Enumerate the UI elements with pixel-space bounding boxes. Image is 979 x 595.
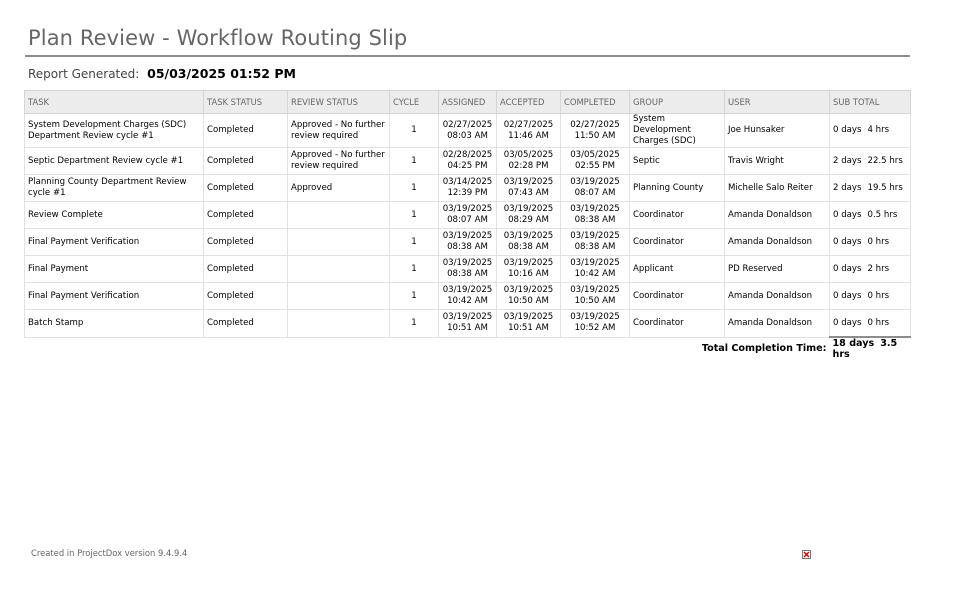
review-status-review-status: Approved - No further review required — [291, 150, 385, 171]
cycle-cell — [390, 283, 439, 310]
subtotal-sub-days: 0 days — [833, 317, 862, 328]
accepted-accepted-time: 10:16 AM — [508, 269, 549, 279]
accepted-accepted-time: 02:28 PM — [508, 161, 549, 171]
completed-cell — [561, 148, 630, 175]
cycle-cycle: 1 — [411, 155, 417, 166]
subtotal-sub-days: 2 days — [833, 182, 862, 193]
assigned-cell — [439, 283, 497, 310]
column-header: COMPLETED — [561, 91, 630, 114]
column-header: GROUP — [630, 91, 725, 114]
group-group: Applicant — [633, 263, 674, 274]
review-status-cell — [288, 310, 390, 338]
completed-completed-time: 11:50 AM — [574, 130, 616, 141]
task-status-task-status: Completed — [207, 290, 254, 301]
task-task: Planning County Department Review cycle #1 — [28, 177, 187, 198]
accepted-accepted-date: 03/19/2025 — [503, 312, 554, 323]
user-cell — [725, 229, 830, 256]
column-header: REVIEW STATUS — [288, 91, 390, 114]
accepted-accepted-time: 10:50 AM — [508, 296, 549, 306]
subtotal-cell — [830, 175, 911, 202]
group-group: Coordinator — [633, 236, 684, 247]
completed-cell — [561, 283, 630, 310]
broken-image-icon — [802, 550, 811, 559]
user-user: Amanda Donaldson — [728, 236, 813, 247]
subtotal-sub-hrs: 0 hrs — [867, 236, 890, 247]
completed-completed-date: 02/27/2025 — [570, 119, 620, 130]
accepted-cell — [497, 202, 561, 229]
column-header: USER — [725, 91, 830, 114]
subtotal-sub-hrs: 0.5 hrs — [867, 209, 898, 220]
accepted-cell — [497, 114, 561, 148]
total-row — [25, 337, 911, 360]
assigned-assigned-time: 10:51 AM — [447, 323, 488, 334]
review-status-cell — [288, 202, 390, 229]
completed-completed-time: 10:42 AM — [574, 269, 616, 279]
page-title: Plan Review - Workflow Routing Slip — [28, 26, 408, 50]
user-user: Michelle Salo Reiter — [728, 182, 813, 193]
task-cell — [25, 202, 204, 229]
footer-version: Created in ProjectDox version 9.4.9.4 — [31, 548, 188, 558]
cycle-cycle: 1 — [411, 209, 417, 220]
assigned-assigned-time: 08:38 AM — [447, 269, 488, 279]
completed-cell — [561, 229, 630, 256]
cycle-cell — [390, 175, 439, 202]
table-row — [25, 310, 911, 338]
assigned-cell — [439, 175, 497, 202]
subtotal-sub-hrs: 4 hrs — [867, 125, 890, 135]
subtotal-cell — [830, 114, 911, 148]
completed-completed-time: 08:38 AM — [574, 215, 616, 225]
subtotal-sub-days: 2 days — [833, 155, 862, 166]
review-status-cell — [288, 229, 390, 256]
subtotal-sub-hrs: 0 hrs — [867, 290, 890, 301]
report-generated-value: 05/03/2025 01:52 PM — [147, 66, 296, 81]
subtotal-sub-days: 0 days — [833, 290, 862, 301]
group-group: Coordinator — [633, 209, 684, 220]
assigned-assigned-date: 03/19/2025 — [442, 204, 493, 214]
cycle-cell — [390, 256, 439, 283]
task-task: Septic Department Review cycle #1 — [28, 155, 184, 166]
completed-completed-date: 03/19/2025 — [570, 258, 620, 268]
user-user: Amanda Donaldson — [728, 209, 813, 220]
column-header: SUB TOTAL — [830, 91, 911, 114]
group-cell — [630, 229, 725, 256]
subtotal-sub-hrs: 22.5 hrs — [867, 155, 903, 166]
subtotal-sub-hrs: 0 hrs — [867, 317, 890, 328]
cycle-cycle: 1 — [411, 263, 417, 274]
review-status-review-status: Approved - No further review required — [291, 119, 385, 141]
subtotal-cell — [830, 256, 911, 283]
assigned-cell — [439, 310, 497, 338]
group-group: Septic — [633, 155, 660, 166]
accepted-cell — [497, 283, 561, 310]
task-status-cell — [204, 148, 288, 175]
task-status-task-status: Completed — [207, 317, 254, 328]
assigned-assigned-date: 03/14/2025 — [442, 177, 493, 187]
subtotal-cell — [830, 283, 911, 310]
assigned-assigned-time: 08:07 AM — [447, 215, 488, 225]
assigned-assigned-date: 03/19/2025 — [442, 285, 493, 295]
subtotal-sub-hrs: 2 hrs — [867, 263, 890, 274]
accepted-accepted-date: 03/19/2025 — [503, 177, 554, 187]
cycle-cell — [390, 229, 439, 256]
assigned-assigned-time: 10:42 AM — [447, 296, 488, 306]
task-task: Final Payment — [28, 263, 89, 274]
assigned-cell — [439, 114, 497, 148]
task-task: Review Complete — [28, 209, 103, 220]
assigned-assigned-date: 03/19/2025 — [442, 231, 493, 241]
task-cell — [25, 283, 204, 310]
routing-slip-table — [24, 90, 911, 360]
group-cell — [630, 148, 725, 175]
user-user: PD Reserved — [728, 263, 783, 274]
accepted-cell — [497, 229, 561, 256]
accepted-accepted-date: 03/19/2025 — [503, 258, 554, 268]
task-cell — [25, 114, 204, 148]
task-cell — [25, 175, 204, 202]
table-header-row — [25, 91, 911, 114]
subtotal-cell — [830, 310, 911, 338]
accepted-cell — [497, 256, 561, 283]
user-cell — [725, 283, 830, 310]
accepted-accepted-date: 03/19/2025 — [503, 204, 554, 214]
task-status-cell — [204, 175, 288, 202]
accepted-accepted-time: 07:43 AM — [508, 188, 549, 198]
completed-completed-time: 10:50 AM — [574, 296, 616, 306]
completed-completed-date: 03/19/2025 — [570, 312, 620, 323]
completed-completed-date: 03/19/2025 — [570, 204, 620, 214]
group-group: Coordinator — [633, 290, 684, 301]
assigned-assigned-date: 03/19/2025 — [442, 258, 493, 268]
completed-completed-date: 03/05/2025 — [570, 150, 620, 160]
group-group: System Development Charges (SDC) — [633, 114, 696, 146]
cycle-cell — [390, 310, 439, 338]
task-status-cell — [204, 202, 288, 229]
assigned-assigned-time: 04:25 PM — [447, 161, 488, 171]
task-status-task-status: Completed — [207, 182, 254, 193]
accepted-cell — [497, 148, 561, 175]
cycle-cycle: 1 — [411, 125, 417, 135]
table-row — [25, 148, 911, 175]
column-header: CYCLE — [390, 91, 439, 114]
accepted-accepted-date: 02/27/2025 — [503, 119, 554, 130]
task-status-task-status: Completed — [207, 155, 254, 166]
task-status-cell — [204, 229, 288, 256]
task-status-task-status: Completed — [207, 236, 254, 247]
assigned-cell — [439, 229, 497, 256]
cycle-cycle: 1 — [411, 317, 417, 328]
subtotal-sub-days: 0 days — [833, 209, 862, 220]
accepted-accepted-date: 03/19/2025 — [503, 285, 554, 295]
report-generated-label: Report Generated: — [28, 67, 140, 81]
completed-completed-time: 10:52 AM — [574, 323, 616, 334]
task-task: Final Payment Verification — [28, 290, 140, 301]
accepted-cell — [497, 310, 561, 338]
assigned-assigned-time: 08:38 AM — [447, 242, 488, 252]
user-user: Amanda Donaldson — [728, 290, 813, 301]
total-hrs: 3.5 hrs — [832, 338, 898, 360]
assigned-assigned-time: 12:39 PM — [447, 188, 488, 198]
group-group: Coordinator — [633, 317, 684, 328]
completed-cell — [561, 175, 630, 202]
table-row — [25, 283, 911, 310]
total-days: 18 days — [832, 338, 875, 349]
review-status-cell — [288, 283, 390, 310]
cycle-cycle: 1 — [411, 182, 417, 193]
user-cell — [725, 175, 830, 202]
column-header: ASSIGNED — [439, 91, 497, 114]
assigned-assigned-date: 03/19/2025 — [442, 312, 493, 323]
group-cell — [630, 114, 725, 148]
user-cell — [725, 202, 830, 229]
group-cell — [630, 310, 725, 338]
cycle-cycle: 1 — [411, 290, 417, 301]
subtotal-cell — [830, 229, 911, 256]
subtotal-sub-days: 0 days — [833, 125, 862, 135]
accepted-accepted-time: 08:38 AM — [508, 242, 549, 252]
group-group: Planning County — [633, 182, 704, 193]
task-cell — [25, 310, 204, 338]
subtotal-sub-days: 0 days — [833, 236, 862, 247]
completed-cell — [561, 310, 630, 338]
total-value — [830, 337, 911, 360]
group-cell — [630, 283, 725, 310]
task-status-cell — [204, 310, 288, 338]
completed-cell — [561, 202, 630, 229]
group-cell — [630, 256, 725, 283]
assigned-cell — [439, 202, 497, 229]
table-row — [25, 175, 911, 202]
user-user: Amanda Donaldson — [728, 317, 813, 328]
task-status-task-status: Completed — [207, 263, 254, 274]
table-row — [25, 229, 911, 256]
accepted-accepted-time: 08:29 AM — [508, 215, 549, 225]
completed-completed-time: 02:55 PM — [574, 161, 616, 171]
task-cell — [25, 148, 204, 175]
completed-completed-time: 08:38 AM — [574, 242, 616, 252]
user-user: Travis Wright — [728, 155, 784, 166]
column-header: TASK — [25, 91, 204, 114]
review-status-cell — [288, 114, 390, 148]
user-user: Joe Hunsaker — [728, 125, 785, 135]
user-cell — [725, 256, 830, 283]
task-status-task-status: Completed — [207, 125, 254, 135]
completed-completed-date: 03/19/2025 — [570, 177, 620, 187]
review-status-review-status: Approved — [291, 182, 333, 193]
column-header: TASK STATUS — [204, 91, 288, 114]
cycle-cell — [390, 114, 439, 148]
user-cell — [725, 114, 830, 148]
assigned-assigned-time: 08:03 AM — [447, 130, 488, 141]
group-cell — [630, 175, 725, 202]
cycle-cell — [390, 202, 439, 229]
cycle-cycle: 1 — [411, 236, 417, 247]
task-status-cell — [204, 114, 288, 148]
accepted-accepted-date: 03/19/2025 — [503, 231, 554, 241]
review-status-cell — [288, 256, 390, 283]
assigned-cell — [439, 148, 497, 175]
task-status-task-status: Completed — [207, 209, 254, 220]
report-generated — [28, 66, 296, 81]
subtotal-cell — [830, 148, 911, 175]
accepted-accepted-time: 10:51 AM — [508, 323, 549, 334]
assigned-assigned-date: 02/28/2025 — [442, 150, 493, 160]
user-cell — [725, 148, 830, 175]
assigned-assigned-date: 02/27/2025 — [442, 119, 493, 130]
subtotal-cell — [830, 202, 911, 229]
review-status-cell — [288, 148, 390, 175]
user-cell — [725, 310, 830, 338]
column-header: ACCEPTED — [497, 91, 561, 114]
task-task: Batch Stamp — [28, 317, 84, 328]
total-label: Total Completion Time: — [701, 343, 827, 355]
task-cell — [25, 229, 204, 256]
accepted-accepted-date: 03/05/2025 — [503, 150, 554, 160]
completed-completed-date: 03/19/2025 — [570, 231, 620, 241]
completed-cell — [561, 256, 630, 283]
table-row — [25, 114, 911, 148]
subtotal-sub-hrs: 19.5 hrs — [867, 182, 903, 193]
assigned-cell — [439, 256, 497, 283]
task-status-cell — [204, 256, 288, 283]
task-task: Final Payment Verification — [28, 236, 140, 247]
cycle-cell — [390, 148, 439, 175]
subtotal-sub-days: 0 days — [833, 263, 862, 274]
completed-cell — [561, 114, 630, 148]
accepted-cell — [497, 175, 561, 202]
table-row — [25, 256, 911, 283]
group-cell — [630, 202, 725, 229]
task-cell — [25, 256, 204, 283]
task-task: System Development Charges (SDC) Department Review cycle #1 — [28, 119, 187, 141]
task-status-cell — [204, 283, 288, 310]
completed-completed-date: 03/19/2025 — [570, 285, 620, 295]
completed-completed-time: 08:07 AM — [574, 188, 616, 198]
review-status-cell — [288, 175, 390, 202]
table-row — [25, 202, 911, 229]
title-divider — [25, 55, 910, 57]
accepted-accepted-time: 11:46 AM — [508, 130, 549, 141]
